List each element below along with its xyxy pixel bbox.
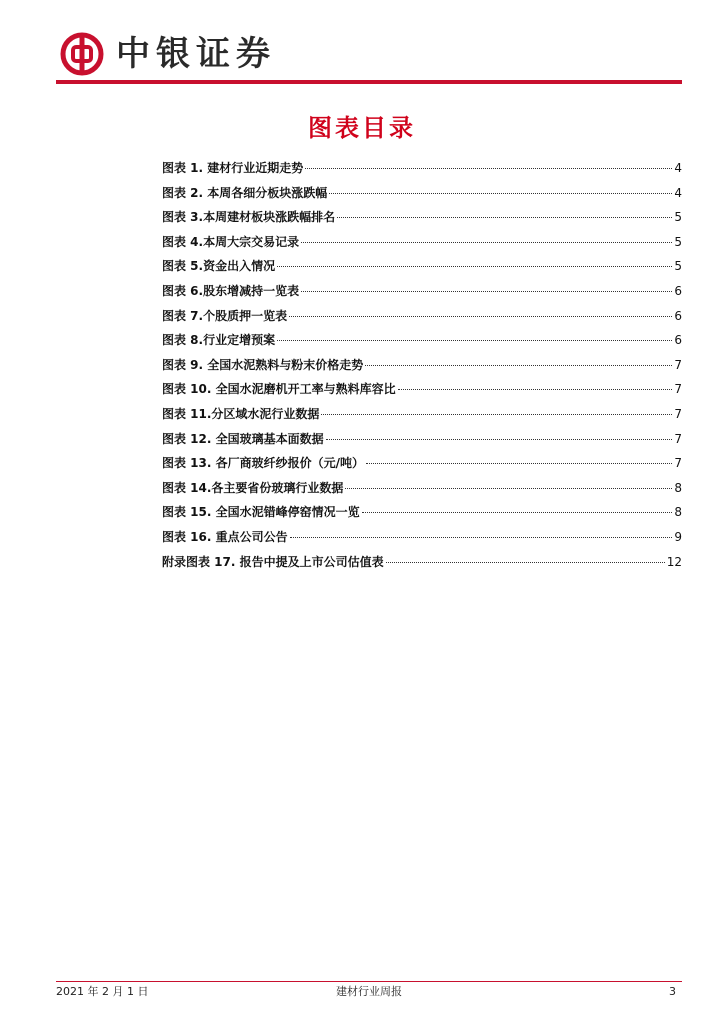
toc-entry[interactable]: [162, 181, 682, 206]
toc-dot-leader: [398, 389, 673, 390]
toc-entry-text[interactable]: 附录图表 17. 报告中提及上市公司估值表: [162, 554, 384, 569]
toc-entry-page[interactable]: 9: [674, 529, 682, 544]
toc-dot-leader: [277, 340, 672, 341]
toc-entry[interactable]: [162, 500, 682, 525]
toc-entry[interactable]: [162, 328, 682, 353]
toc-entry-page[interactable]: 7: [674, 357, 682, 372]
brand-name: 中银证券: [116, 34, 276, 74]
toc-entry-text[interactable]: 图表 14.各主要省份玻璃行业数据: [162, 480, 344, 495]
toc-entry-page[interactable]: 4: [674, 161, 682, 175]
toc-entry-text[interactable]: 图表 9. 全国水泥熟料与粉末价格走势: [162, 357, 364, 372]
toc-entry[interactable]: [162, 353, 682, 378]
toc-entry[interactable]: [162, 377, 682, 402]
toc-entry[interactable]: [162, 304, 682, 329]
toc-dot-leader: [365, 365, 672, 366]
toc-entry-text[interactable]: 图表 16. 重点公司公告: [162, 529, 288, 544]
toc-dot-leader: [277, 266, 672, 267]
toc-entry-text[interactable]: 图表 2. 本周各细分板块涨跌幅: [162, 185, 328, 200]
toc-entry-page[interactable]: 6: [674, 333, 682, 348]
toc-entry[interactable]: [162, 476, 682, 501]
toc-dot-leader: [326, 439, 673, 440]
toc-title: 图表目录: [308, 114, 416, 142]
toc-entry-page[interactable]: 5: [674, 210, 682, 225]
toc-entry-text[interactable]: 图表 6.股东增减持一览表: [162, 283, 300, 298]
toc-dot-leader: [337, 217, 672, 218]
header-divider: [56, 80, 682, 84]
toc-entry-page[interactable]: 8: [674, 480, 682, 495]
toc-entry[interactable]: [162, 279, 682, 304]
footer-report-title: 建材行业周报: [336, 985, 402, 998]
toc-entry[interactable]: [162, 156, 682, 181]
toc-entry[interactable]: [162, 451, 682, 476]
toc-entry-text[interactable]: 图表 11.分区域水泥行业数据: [162, 406, 320, 421]
page-header: [56, 22, 682, 86]
toc-dot-leader: [386, 562, 665, 563]
toc-entry-page[interactable]: 6: [674, 308, 682, 323]
toc-dot-leader: [305, 168, 672, 169]
toc-entry-text[interactable]: 图表 13. 各厂商玻纤纱报价（元/吨）: [162, 456, 364, 471]
toc-entry-page[interactable]: 7: [674, 431, 682, 446]
toc-entry-text[interactable]: 图表 7.个股质押一览表: [162, 308, 288, 323]
toc-dot-leader: [290, 537, 673, 538]
toc-entry-text[interactable]: 图表 8.行业定增预案: [162, 333, 276, 348]
toc-list: [162, 156, 682, 574]
toc-entry[interactable]: [162, 525, 682, 550]
footer-date: 2021 年 2 月 1 日: [56, 985, 149, 998]
toc-entry-page[interactable]: 5: [674, 234, 682, 249]
toc-entry-page[interactable]: 5: [674, 259, 682, 274]
toc-entry-page[interactable]: 4: [674, 185, 682, 200]
toc-entry[interactable]: [162, 550, 682, 575]
toc-entry-text[interactable]: 图表 12. 全国玻璃基本面数据: [162, 431, 324, 446]
toc-dot-leader: [329, 193, 672, 194]
toc-entry[interactable]: [162, 230, 682, 255]
page-footer: [56, 983, 682, 1001]
toc-entry-page[interactable]: 7: [674, 382, 682, 397]
toc-entry-text[interactable]: 图表 1. 建材行业近期走势: [162, 161, 304, 175]
toc-entry-text[interactable]: 图表 3.本周建材板块涨跌幅排名: [162, 210, 336, 225]
toc-entry-text[interactable]: 图表 5.资金出入情况: [162, 259, 276, 274]
toc-dot-leader: [362, 512, 673, 513]
toc-entry-text[interactable]: 图表 10. 全国水泥磨机开工率与熟料库容比: [162, 382, 396, 397]
toc-entry[interactable]: [162, 402, 682, 427]
toc-entry[interactable]: [162, 254, 682, 279]
toc-entry[interactable]: [162, 205, 682, 230]
footer-divider: [56, 981, 682, 982]
toc-entry-page[interactable]: 12: [666, 554, 682, 569]
toc-dot-leader: [321, 414, 672, 415]
toc-dot-leader: [345, 488, 672, 489]
toc-entry-text[interactable]: 图表 15. 全国水泥错峰停窑情况一览: [162, 505, 360, 520]
toc-entry-page[interactable]: 7: [674, 406, 682, 421]
toc-dot-leader: [289, 316, 672, 317]
toc-entry[interactable]: [162, 427, 682, 452]
toc-dot-leader: [366, 463, 672, 464]
footer-page-number: 3: [669, 985, 676, 998]
toc-entry-text[interactable]: 图表 4.本周大宗交易记录: [162, 234, 300, 249]
toc-entry-page[interactable]: 7: [674, 456, 682, 471]
bank-of-china-logo-icon: [60, 32, 104, 76]
toc-entry-page[interactable]: 8: [674, 505, 682, 520]
toc-dot-leader: [301, 242, 672, 243]
toc-dot-leader: [301, 291, 672, 292]
toc-entry-page[interactable]: 6: [674, 283, 682, 298]
